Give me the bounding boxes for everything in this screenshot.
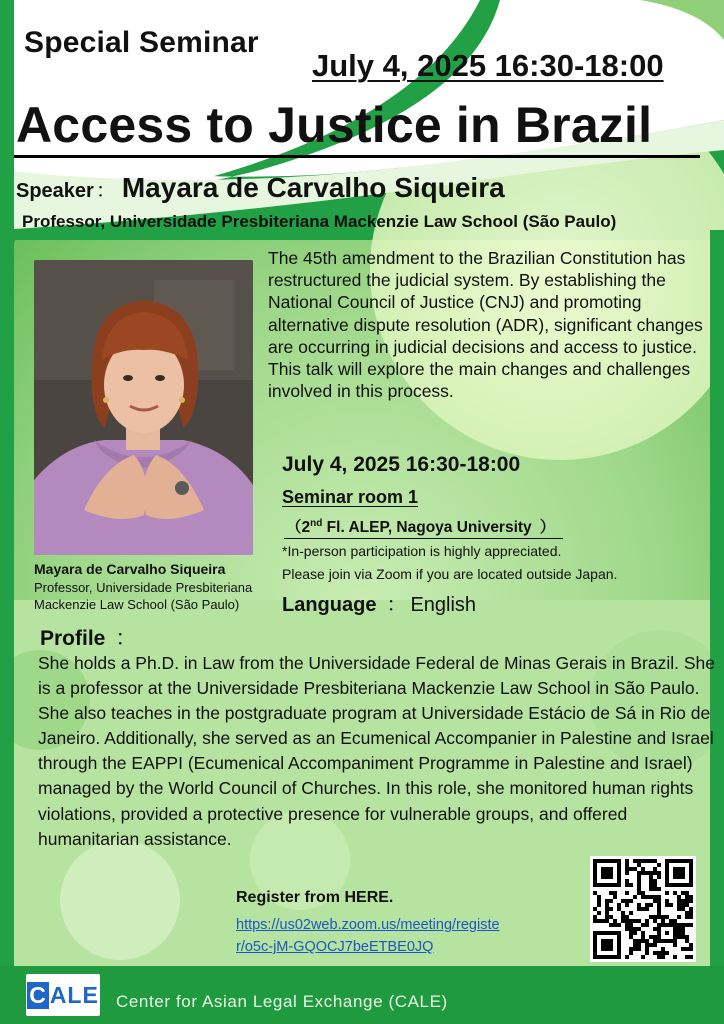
attendance-note-line-2: Please join via Zoom if you are located outside Japan. (282, 566, 618, 582)
venue-close-paren: ） (539, 519, 556, 536)
photo-caption-affiliation: Professor, Universidade Presbiteriana Mackenzie Law School (São Paulo) (34, 580, 253, 612)
registration-link[interactable] (236, 914, 576, 958)
cale-logo-rest: ALE (49, 981, 99, 1008)
registration-qr-code[interactable] (590, 856, 696, 962)
venue-open-paren: （ (286, 519, 302, 536)
page-title: Access to Justice in Brazil (16, 97, 653, 153)
registration-link-line-2[interactable]: r/o5c-jM-GQOCJ7beETBE0JQ (236, 939, 434, 955)
venue-location (284, 515, 563, 539)
footer-org-name: Center for Asian Legal Exchange (CALE) (116, 992, 448, 1011)
speaker-photo (34, 260, 253, 555)
seminar-room: Seminar room 1 (282, 487, 419, 507)
profile-text: She holds a Ph.D. in Law from the Universidade Federal de Minas Gerais in Brazil. She is a professor at the Universidade Presbiteriana Mackenzie Law School in São Paulo. She also teaches in the postgraduate program at Universidade Estácio de Sá in Rio de Janeiro. Additionally, she served as an Ecumenical Accompanier in Palestine and Israel through the EAPPI (Ecumenical Accompaniment Programme in Palestine and Israel) managed by the World Council of Churches. In this role, she monitored human rights violations, provided a protective presence for vulnerable groups, and offered humanitarian assistance. (38, 653, 715, 849)
speaker-separator: ： (95, 180, 116, 202)
cale-logo-first-letter: C (29, 981, 47, 1008)
attendance-note-line-1: *In-person participation is highly appreciated. (282, 543, 562, 559)
speaker-line (16, 172, 505, 204)
event-datetime: July 4, 2025 16:30-18:00 (282, 453, 521, 476)
venue-name: Fl. ALEP, Nagoya University (322, 519, 532, 536)
profile-separator: ： (115, 627, 137, 650)
photo-caption-name: Mayara de Carvalho Siqueira (34, 561, 226, 577)
event-datetime-header: July 4, 2025 16:30-18:00 (312, 48, 664, 83)
register-label: Register from HERE. (236, 889, 394, 906)
cale-logo (26, 974, 100, 1016)
speaker-affiliation: Professor, Universidade Presbiteriana Mackenzie Law School (São Paulo) (22, 212, 617, 231)
speaker-label: Speaker (16, 180, 94, 202)
registration-link-line-1[interactable]: https://us02web.zoom.us/meeting/registe (236, 917, 500, 933)
venue-floor-suffix: nd (310, 517, 323, 529)
language-separator: ： (386, 594, 407, 616)
profile-label: Profile (40, 627, 106, 650)
venue-floor-number: 2 (301, 519, 311, 536)
language-line (282, 588, 476, 617)
language-value: English (410, 594, 477, 616)
title-underline-divider (14, 155, 700, 158)
language-label: Language (282, 594, 377, 616)
event-type-heading: Special Seminar (24, 26, 259, 59)
talk-abstract: The 45th amendment to the Brazilian Constitution has restructured the judicial system. By establishing the National Council of Justice (CNJ) and promoting alternative dispute resolution (ADR), significant changes are occurring in judicial decisions and access to justice. This talk will explore the main changes and challenges involved in this process. (268, 248, 703, 402)
speaker-name: Mayara de Carvalho Siqueira (121, 172, 505, 203)
profile-heading (40, 622, 136, 652)
